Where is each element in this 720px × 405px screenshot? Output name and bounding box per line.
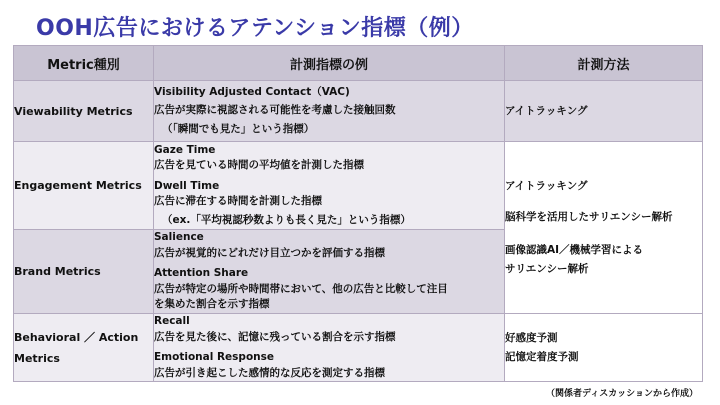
metric-dwell-desc: 広告に滞在する時間を計測した指標	[154, 195, 322, 208]
metric-dwell-name: Dwell Time	[154, 179, 220, 192]
metric-recall-name: Recall	[154, 315, 190, 327]
category-brand: Brand Metrics	[14, 230, 154, 314]
method-engagement-brand	[505, 142, 703, 314]
method-likability: 好感度予測	[505, 331, 558, 344]
header-metric-examples: 計測指標の例	[154, 46, 505, 81]
metric-gaze-name: Gaze Time	[154, 143, 216, 156]
method-saliency-analysis: サリエンシー解析	[505, 262, 589, 275]
metrics-table	[13, 45, 703, 382]
method-behavioral	[505, 314, 703, 382]
examples-engagement	[154, 142, 505, 230]
method-neuro-saliency: 脳科学を活用したサリエンシー解析	[505, 210, 673, 223]
page-title: OOH広告におけるアテンション指標（例）	[36, 16, 474, 41]
metric-vac-note: （「瞬間でも見た」という指標）	[162, 122, 315, 135]
source-note: （関係者ディスカッションから作成）	[545, 389, 698, 399]
table-header-row	[14, 46, 703, 81]
method-memory-retention: 記憶定着度予測	[505, 350, 579, 363]
category-behavioral: Behavioral ／ Action Metrics	[14, 314, 154, 382]
metric-emotional-name: Emotional Response	[154, 351, 275, 363]
metric-gaze-desc: 広告を見ている時間の平均値を計測した指標	[154, 159, 364, 172]
examples-brand	[154, 230, 505, 314]
metric-recall-desc: 広告を見た後に、記憶に残っている割合を示す指標	[154, 330, 396, 343]
metric-vac-name: Visibility Adjusted Contact（VAC)	[154, 85, 350, 98]
row-engagement	[14, 142, 703, 230]
category-viewability: Viewability Metrics	[14, 81, 154, 142]
metric-salience-desc: 広告が視覚的にどれだけ目立つかを評価する指標	[154, 246, 385, 259]
method-viewability: アイトラッキング	[505, 81, 703, 142]
row-viewability	[14, 81, 703, 142]
metric-share-desc-2: を集めた割合を示す指標	[154, 298, 270, 311]
method-image-ai: 画像認識AI／機械学習による	[505, 243, 644, 256]
metric-emotional-desc: 広告が引き起こした感情的な反応を測定する指標	[154, 366, 385, 379]
metric-share-desc-1: 広告が特定の場所や時間帯において、他の広告と比較して注目	[154, 282, 448, 295]
metric-salience-name: Salience	[154, 231, 204, 244]
header-metric-type: Metric種別	[14, 46, 154, 81]
row-behavioral	[14, 314, 703, 382]
method-eye-tracking: アイトラッキング	[505, 179, 588, 192]
metric-dwell-note: （ex.「平均視認秒数よりも長く見た」という指標）	[162, 213, 411, 226]
category-engagement: Engagement Metrics	[14, 142, 154, 230]
metric-vac-desc: 広告が実際に視認される可能性を考慮した接触回数	[154, 104, 396, 117]
header-measurement-method: 計測方法	[505, 46, 703, 81]
examples-viewability	[154, 81, 505, 142]
examples-behavioral	[154, 314, 505, 382]
metric-share-name: Attention Share	[154, 267, 249, 280]
